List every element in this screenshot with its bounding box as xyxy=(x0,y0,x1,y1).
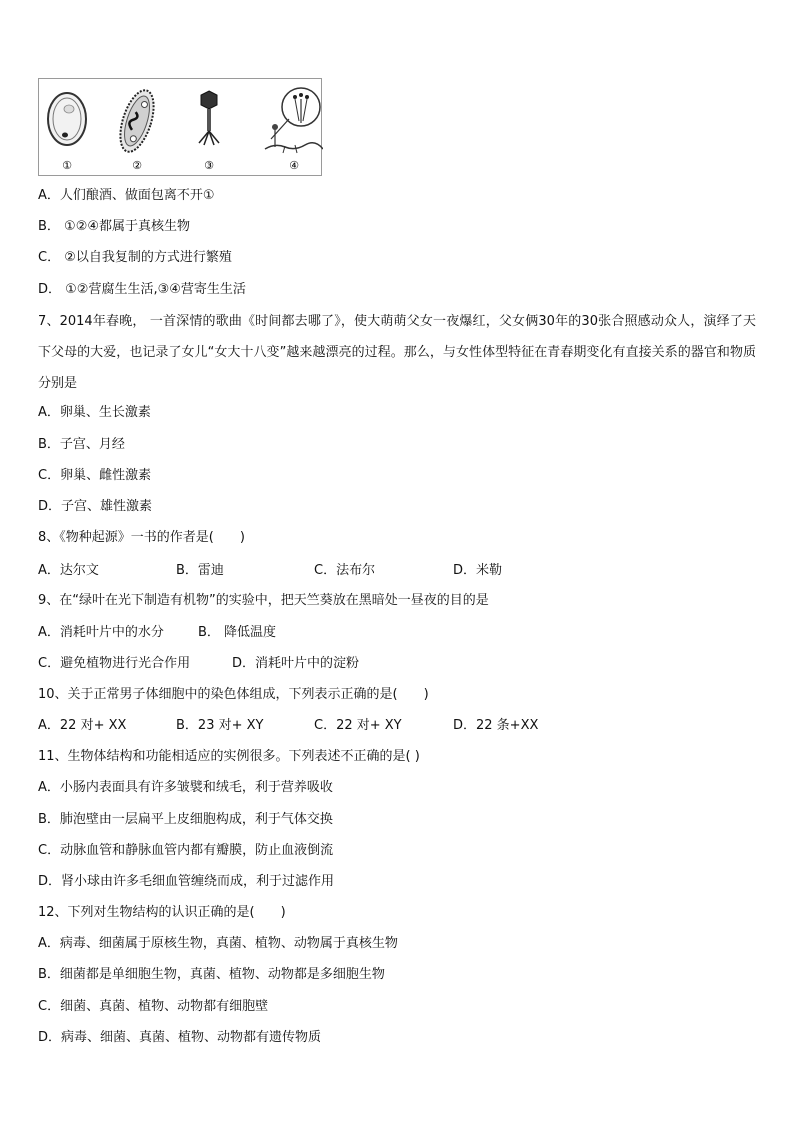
q10-option-d[interactable]: D．22 条+XX xyxy=(453,718,539,733)
yeast-cell-icon xyxy=(48,93,86,145)
q8-option-c[interactable]: C．法布尔 xyxy=(314,563,376,578)
q12-option-c[interactable]: C．细菌、真菌、植物、动物都有细胞壁 xyxy=(38,999,269,1014)
q9-stem: 9、在“绿叶在光下制造有机物”的实验中，把天竺葵放在黑暗处一昼夜的目的是 xyxy=(38,593,489,608)
q6-option-c[interactable]: C． ②以自我复制的方式进行繁殖 xyxy=(38,250,232,265)
q8-option-d[interactable]: D．米勒 xyxy=(453,563,503,578)
q7-stem: 7、2014年春晚， 一首深情的歌曲《时间都去哪了》，使大萌萌父女一夜爆红，父女俩30年的30张合照感动众人，演绎了天下父母的大爱，也记录了女儿“女大十八变”越来越漂亮的过程。那么，与女性体型特征在青春期变化有直接关系的器官和物质分别是 xyxy=(38,314,756,391)
q6-option-b[interactable]: B． ①②④都属于真核生物 xyxy=(38,219,191,234)
paramecium-icon xyxy=(114,86,160,156)
q11-option-a[interactable]: A．小肠内表面具有许多皱襞和绒毛，利于营养吸收 xyxy=(38,780,333,795)
mold-hyphae-icon xyxy=(265,88,323,153)
figure-label-3: ③ xyxy=(204,159,214,172)
q7-option-a[interactable]: A．卵巢、生长激素 xyxy=(38,405,151,420)
q7-option-d[interactable]: D．子宫、雄性激素 xyxy=(38,499,153,514)
figure-drawing xyxy=(39,79,323,177)
q10-option-b[interactable]: B．23 对+ XY xyxy=(176,718,264,733)
q8-option-b[interactable]: B．雷迪 xyxy=(176,563,224,578)
q7-option-c[interactable]: C．卵巢、雌性激素 xyxy=(38,468,152,483)
q11-option-b[interactable]: B．肺泡壁由一层扁平上皮细胞构成，利于气体交换 xyxy=(38,812,333,827)
q10-option-c[interactable]: C．22 对+ XY xyxy=(314,718,402,733)
q12-option-a[interactable]: A．病毒、细菌属于原核生物，真菌、植物、动物属于真核生物 xyxy=(38,936,398,951)
q11-option-c[interactable]: C．动脉血管和静脉血管内都有瓣膜，防止血液倒流 xyxy=(38,843,334,858)
bacteriophage-icon xyxy=(199,91,219,145)
q8-stem: 8、《物种起源》一书的作者是( ) xyxy=(38,530,245,545)
q9-option-c[interactable]: C．避免植物进行光合作用 xyxy=(38,656,191,671)
q10-option-a[interactable]: A．22 对+ XX xyxy=(38,718,127,733)
q9-option-d[interactable]: D．消耗叶片中的淀粉 xyxy=(232,656,360,671)
q9-option-b[interactable]: B． 降低温度 xyxy=(198,625,277,640)
microorganism-figure xyxy=(38,78,322,176)
q9-option-a[interactable]: A．消耗叶片中的水分 xyxy=(38,625,164,640)
q6-option-d[interactable]: D． ①②营腐生生活,③④营寄生生活 xyxy=(38,282,246,297)
q11-option-d[interactable]: D．肾小球由许多毛细血管缠绕而成，利于过滤作用 xyxy=(38,874,335,889)
q12-option-d[interactable]: D．病毒、细菌、真菌、植物、动物都有遗传物质 xyxy=(38,1030,322,1045)
figure-label-4: ④ xyxy=(289,159,299,172)
q12-stem: 12、下列对生物结构的认识正确的是( ) xyxy=(38,905,286,920)
q12-option-b[interactable]: B．细菌都是单细胞生物，真菌、植物、动物都是多细胞生物 xyxy=(38,967,385,982)
q6-option-a[interactable]: A．人们酿酒、做面包离不开① xyxy=(38,188,215,203)
figure-label-1: ① xyxy=(62,159,72,172)
q8-option-a[interactable]: A．达尔文 xyxy=(38,563,99,578)
figure-label-2: ② xyxy=(132,159,142,172)
q7-option-b[interactable]: B．子宫、月经 xyxy=(38,437,125,452)
q11-stem: 11、生物体结构和功能相适应的实例很多。下列表述不正确的是( ) xyxy=(38,749,420,764)
q10-stem: 10、关于正常男子体细胞中的染色体组成，下列表示正确的是( ) xyxy=(38,687,429,702)
